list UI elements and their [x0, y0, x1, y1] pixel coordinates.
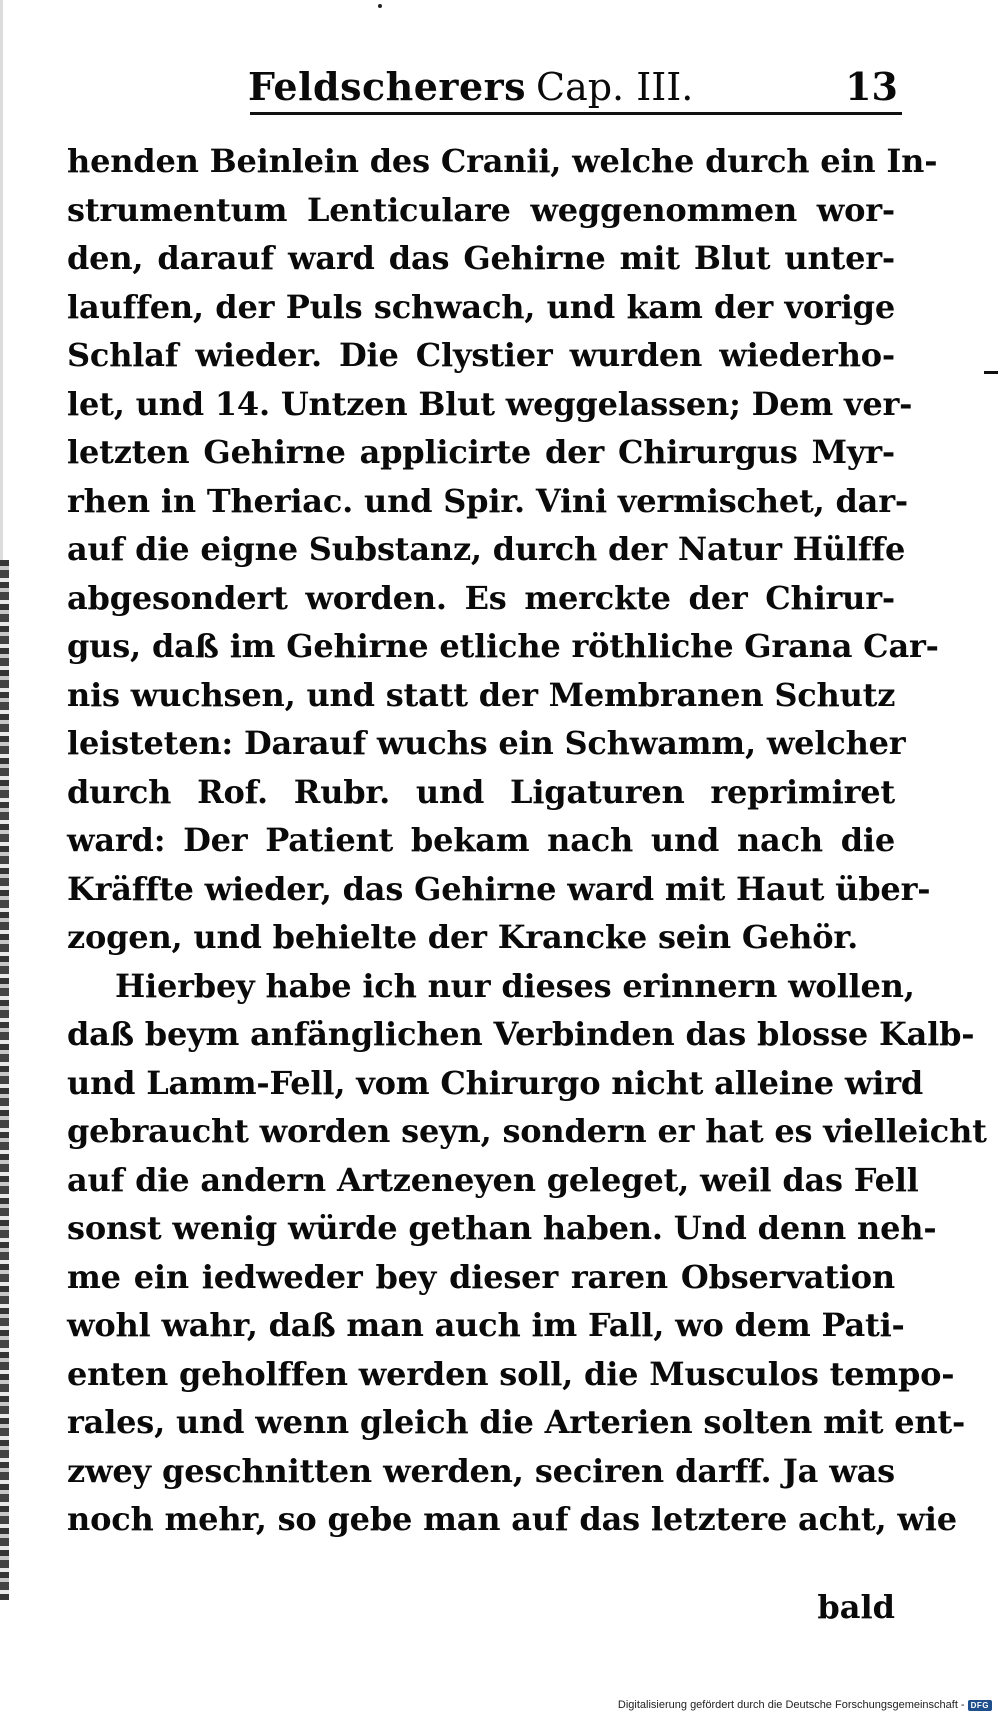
text-line: daß beym anfänglichen Verbinden das blosse Kalb- [67, 1015, 975, 1053]
text-line: durch Rof. Rubr. und Ligaturen reprimiret [67, 772, 895, 811]
text-line: rhen in Theriac. und Spir. Vini vermischet, dar- [67, 481, 908, 520]
scan-edge-shadow [0, 560, 9, 1600]
text-line: Kräffte wieder, das Gehirne ward mit Haut über- [67, 869, 931, 908]
text-line: ward: Der Patient bekam nach und nach die [67, 821, 895, 859]
catchword: bald [817, 1588, 895, 1626]
running-head [248, 64, 898, 110]
page-number: 13 [845, 64, 898, 109]
text-line: me ein iedweder bey dieser raren Observation [67, 1257, 895, 1296]
credit-text: Digitalisierung gefördert durch die Deutsche Forschungsgemeinschaft - [617, 1699, 965, 1711]
paragraph-2 [67, 962, 987, 1544]
body-text [67, 137, 987, 1544]
header-rule [250, 112, 902, 115]
text-line: gus, daß im Gehirne etliche röthliche Grana Car- [67, 627, 939, 665]
paragraph-1 [67, 137, 939, 962]
text-line: zogen, und behielte der Krancke sein Gehör. [67, 918, 859, 956]
text-line: sonst wenig würde gethan haben. Und denn neh- [67, 1209, 937, 1247]
text-line: abgesondert worden. Es merckte der Chirur- [67, 578, 895, 617]
digitization-credit [618, 1699, 992, 1711]
text-line: enten geholffen werden soll, die Musculos tempo- [67, 1354, 955, 1393]
text-line: strumentum Lenticulare weggenommen wor- [67, 190, 895, 229]
text-line: letzten Gehirne applicirte der Chirurgus Myr- [67, 433, 895, 471]
dfg-logo-icon: DFG [968, 1700, 992, 1711]
text-line: Schlaf wieder. Die Clystier wurden wiederho- [67, 336, 895, 374]
text-line: lauffen, der Puls schwach, und kam der vorige [67, 287, 895, 326]
text-line: gebraucht worden seyn, sondern er hat es vielleicht [67, 1112, 987, 1150]
text-line: auf die andern Artzeneyen geleget, weil das Fell [67, 1160, 919, 1199]
text-line: wohl wahr, daß man auch im Fall, wo dem Pati- [67, 1306, 905, 1344]
scan-speck [378, 4, 382, 8]
text-line: zwey geschnitten werden, seciren darff. Ja was [67, 1451, 895, 1490]
text-line: und Lamm-Fell, vom Chirurgo nicht alleine wird [67, 1063, 924, 1102]
text-line: auf die eigne Substanz, durch der Natur Hülffe [67, 530, 906, 568]
text-line: leisteten: Darauf wuchs ein Schwamm, welcher [67, 724, 906, 762]
text-line: let, und 14. Untzen Blut weggelassen; Dem ver- [67, 384, 913, 423]
text-line: rales, und wenn gleich die Arterien solten mit ent- [67, 1403, 966, 1441]
text-line: nis wuchsen, und statt der Membranen Schutz [67, 675, 896, 714]
scan-edge-top [0, 0, 3, 560]
text-line: henden Beinlein des Cranii, welche durch ein In- [67, 142, 938, 180]
text-line: den, darauf ward das Gehirne mit Blut unter- [67, 239, 895, 277]
running-title: Feldscherers [248, 64, 527, 109]
text-line: noch mehr, so gebe man auf das letztere acht, wie [67, 1500, 957, 1538]
scan-mark [984, 371, 998, 374]
chapter-label: Cap. III. [536, 65, 694, 109]
text-line: Hierbey habe ich nur dieses erinnern wollen, [115, 966, 915, 1005]
